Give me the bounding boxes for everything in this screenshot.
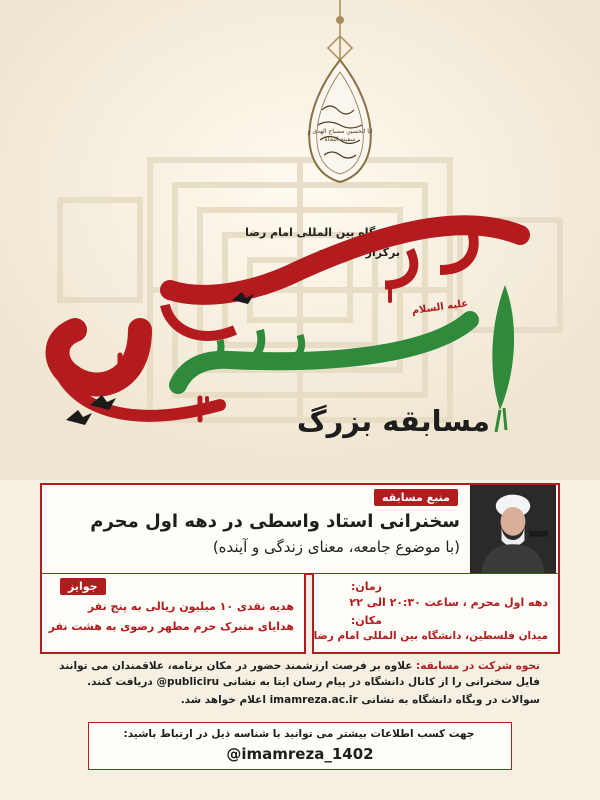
- contact-text: جهت کسب اطلاعات بیشتر می توانید با شناسه ذیل در ارتباط باشید:: [123, 728, 475, 740]
- publiciru-handle[interactable]: @publiciru: [156, 676, 220, 688]
- university-line: دانشگاه بین المللی امام رضا: [245, 226, 400, 239]
- participation-section: [60, 660, 540, 720]
- participation-line-3-post: اعلام خواهد شد.: [180, 694, 266, 706]
- participation-line-2: [60, 676, 540, 688]
- website-link[interactable]: imamreza.ac.ir: [269, 694, 358, 706]
- place-value: میدان فلسطین، دانشگاه بین المللی امام رضا: [313, 630, 548, 642]
- contact-handle[interactable]: @imamreza_1402: [226, 745, 374, 763]
- place-label: مکان:: [350, 614, 382, 627]
- participation-line-3: [60, 694, 540, 706]
- participation-line-2-pre: فایل سخنرانی را از کانال دانشگاه در پیام رسان ایتا به نشانی: [222, 676, 540, 688]
- prizes-tag: جوایز: [60, 578, 106, 595]
- prize-line-1: هدیه نقدی ۱۰ میلیون ریالی به پنج نفر: [87, 600, 294, 613]
- time-label: زمان:: [350, 580, 382, 593]
- participation-line-1: [60, 660, 540, 672]
- prizes-box: [40, 574, 306, 654]
- participation-label: نحوه شرکت در مسابقه:: [416, 660, 540, 672]
- honorific-text: علیه السلام: [411, 298, 469, 317]
- schedule-box: [312, 574, 560, 654]
- contact-box: [88, 722, 512, 770]
- organizes-line: برگزار می کند:: [318, 246, 400, 259]
- time-value: دهه اول محرم ، ساعت ۲۰:۳۰ الی ۲۲: [349, 596, 548, 609]
- source-box: [40, 483, 560, 575]
- lecture-subject: (با موضوع جامعه، معنای زندگی و آینده): [212, 538, 460, 556]
- medallion-text: انا الحسین مصباح الهدی و سفینة النجاة: [307, 128, 373, 143]
- speaker-photo: [468, 485, 558, 573]
- participation-line-3-pre: سوالات در وبگاه دانشگاه به نشانی: [361, 694, 540, 706]
- contest-title: مسابقه بزرگ: [296, 404, 490, 438]
- lecture-title: سخنرانی استاد واسطی در دهه اول محرم: [90, 511, 460, 532]
- participation-line-2-post: دریافت کنند.: [87, 676, 153, 688]
- calligraphy-title: [380, 300, 381, 301]
- prize-line-2: هدایای متبرک حرم مطهر رضوی به هشت نفر: [48, 620, 294, 633]
- source-tag: منبع مسابقه: [374, 489, 458, 506]
- participation-line-1-text: علاوه بر فرصت ارزشمند حضور در مکان برنامه، علاقمندان می توانند: [59, 660, 413, 672]
